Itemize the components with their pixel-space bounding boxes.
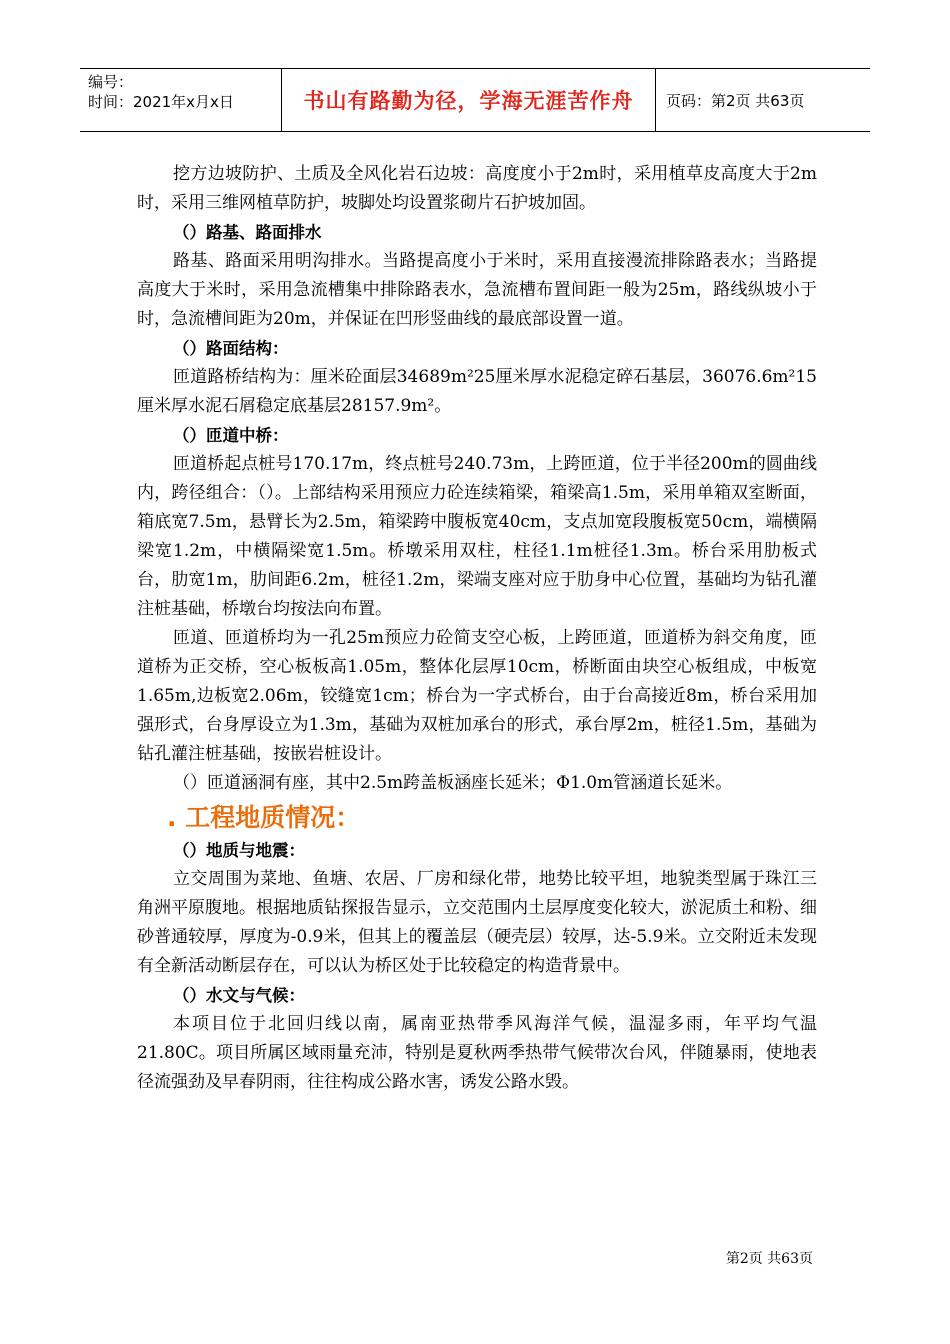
number-label: 编号： [88, 73, 134, 91]
header-motto: 书山有路勤为径，学海无涯苦作舟 [282, 69, 656, 131]
heading-hydrology-climate: （）水文与气候： [173, 986, 305, 1005]
heading-bridge: （）匝道中桥： [173, 426, 289, 445]
header-meta [80, 69, 282, 131]
paragraph-geology: 立交周围为菜地、鱼塘、农居、厂房和绿化带，地势比较平坦，地貌类型属于珠江三角洲平原腹地。根据地质钻探报告显示，立交范围内土层厚度变化较大，淤泥质土和粉、细砂普通较厚，厚度为-0.9米，但其上的覆盖层（硬壳层）较厚，达-5.9米。立交附近未发现有全新活动断层存在，可以认为桥区处于比较稳定的构造背景中。 [137, 869, 817, 976]
paragraph-slope-protection: 挖方边坡防护、土质及全风化岩石边坡：高度度小于2m时，采用植草皮高度大于2m时，采用三维网植草防护，坡脚处均设置浆砌片石护坡加固。 [137, 164, 817, 213]
time-label: 时间：2021年x月x日 [88, 93, 234, 111]
section-heading-geology: . 工程地质情况： [167, 803, 361, 832]
heading-drainage: （）路基、路面排水 [173, 223, 322, 242]
paragraph-pavement: 匝道路桥结构为：厘米砼面层34689m²25厘米厚水泥稳定碎石基层，36076.6m²15厘米厚水泥石屑稳定底基层28157.9m²。 [137, 367, 817, 416]
heading-geology-seismic: （）地质与地震： [173, 841, 305, 860]
paragraph-drainage: 路基、路面采用明沟排水。当路提高度小于米时，采用直接漫流排除路表水；当路提高度大于米时，采用急流槽集中排除路表水，急流槽布置间距一般为25m，路线纵坡小于时，急流槽间距为20m，并保证在凹形竖曲线的最底部设置一道。 [137, 251, 817, 329]
page-header [80, 68, 870, 132]
paragraph-bridge: 匝道桥起点桩号170.17m，终点桩号240.73m，上跨匝道，位于半径200m的圆曲线内，跨径组合：（）。上部结构采用预应力砼连续箱梁，箱梁高1.5m，采用单箱双室断面，箱底宽7.5m，悬臂长为2.5m，箱梁跨中腹板宽40cm，支点加宽段腹板宽50cm，端横隔梁宽1.2m，中横隔梁宽1.5m。桥墩采用双柱，柱径1.1m桩径1.3m。桥台采用肋板式台，肋宽1m，肋间距6.2m，桩径1.2m，梁端支座对应于肋身中心位置，基础均为钻孔灌注桩基础，桥墩台均按法向布置。 [137, 454, 817, 619]
heading-pavement: （）路面结构： [173, 339, 289, 358]
document-body [137, 160, 817, 1097]
paragraph-climate: 本项目位于北回归线以南，属南亚热带季风海洋气候，温湿多雨，年平均气温21.80C。项目所属区域雨量充沛，特别是夏秋两季热带气候带次台风，伴随暴雨，使地表径流强劲及早春阴雨，往往构成公路水害，诱发公路水毁。 [137, 1014, 817, 1092]
header-page-number: 页码：第2页 共63页 [666, 91, 805, 110]
page-footer: 第2页 共63页 [725, 1251, 813, 1267]
paragraph-culvert: （）匝道涵洞有座，其中2.5m跨盖板涵座长延米；Φ1.0m管涵道长延米。 [173, 773, 733, 793]
paragraph-bridge-slab: 匝道、匝道桥均为一孔25m预应力砼简支空心板，上跨匝道，匝道桥为斜交角度，匝道桥为正交桥，空心板板高1.05m，整体化层厚10cm，桥断面由块空心板组成，中板宽1.65m,边板宽2.06m，铰缝宽1cm；桥台为一字式桥台，由于台高接近8m，桥台采用加强形式，台身厚设立为1.3m，基础为双桩加承台的形式，承台厚2m，桩径1.5m，基础为钻孔灌注桩基础，按嵌岩桩设计。 [137, 628, 817, 764]
